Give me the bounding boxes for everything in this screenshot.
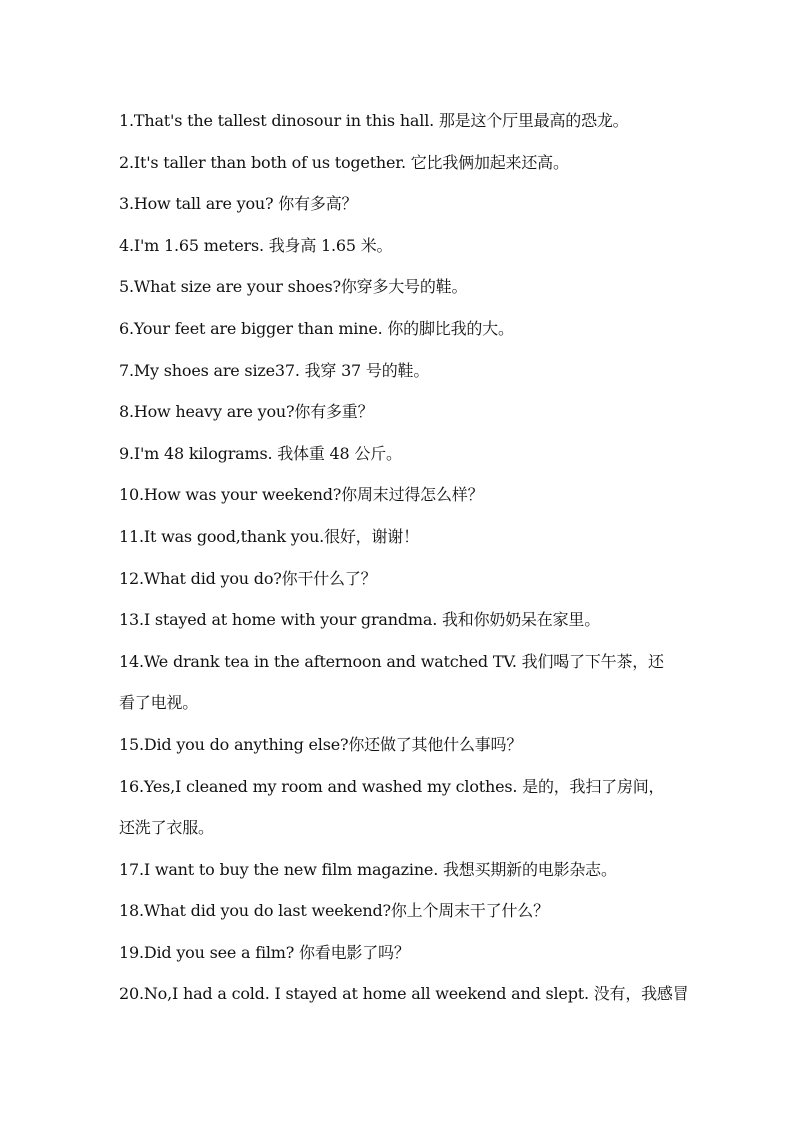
sentence-line: 10.How was your weekend?你周末过得怎么样？ [119,485,484,505]
sentence-line: 4.I'm 1.65 meters. 我身高 1.65 米。 [119,235,393,255]
sentence-line-continuation: 看了电视。 [119,693,199,713]
sentence-line: 9.I'm 48 kilograms. 我体重 48 公斤。 [119,443,402,463]
sentence-line: 20.No,I had a cold. I stayed at home all weekend and slept. 没有，我感冒 [119,984,689,1004]
sentence-line: 5.What size are your shoes?你穿多大号的鞋。 [119,277,468,297]
sentence-line: 15.Did you do anything else?你还做了其他什么事吗？ [119,734,523,754]
sentence-line: 14.We drank tea in the afternoon and watched TV. 我们喝了下午茶，还 [119,651,664,671]
sentence-line: 12.What did you do?你干什么了？ [119,568,377,588]
sentence-line: 13.I stayed at home with your grandma. 我和你奶奶呆在家里。 [119,610,600,630]
sentence-line: 11.It was good,thank you.很好，谢谢！ [119,526,419,546]
sentence-line: 2.It's taller than both of us together. 它比我俩加起来还高。 [119,152,569,172]
sentence-line: 16.Yes,I cleaned my room and washed my clothes. 是的，我扫了房间， [119,776,665,796]
sentence-line: 8.How heavy are you?你有多重？ [119,402,374,422]
sentence-line-continuation: 还洗了衣服。 [119,818,214,838]
sentence-line: 19.Did you see a film? 你看电影了吗？ [119,942,410,962]
sentence-line: 17.I want to buy the new film magazine. 我想买期新的电影杂志。 [119,859,617,879]
sentence-line: 6.Your feet are bigger than mine. 你的脚比我的大。 [119,318,514,338]
sentence-line: 18.What did you do last weekend?你上个周末干了什么？ [119,901,549,921]
sentence-line: 7.My shoes are size37. 我穿 37 号的鞋。 [119,360,430,380]
sentence-list [119,100,689,1015]
sentence-line: 1.That's the tallest dinosour in this hall. 那是这个厅里最高的恐龙。 [119,111,629,130]
sentence-line: 3.How tall are you? 你有多高？ [119,194,358,214]
